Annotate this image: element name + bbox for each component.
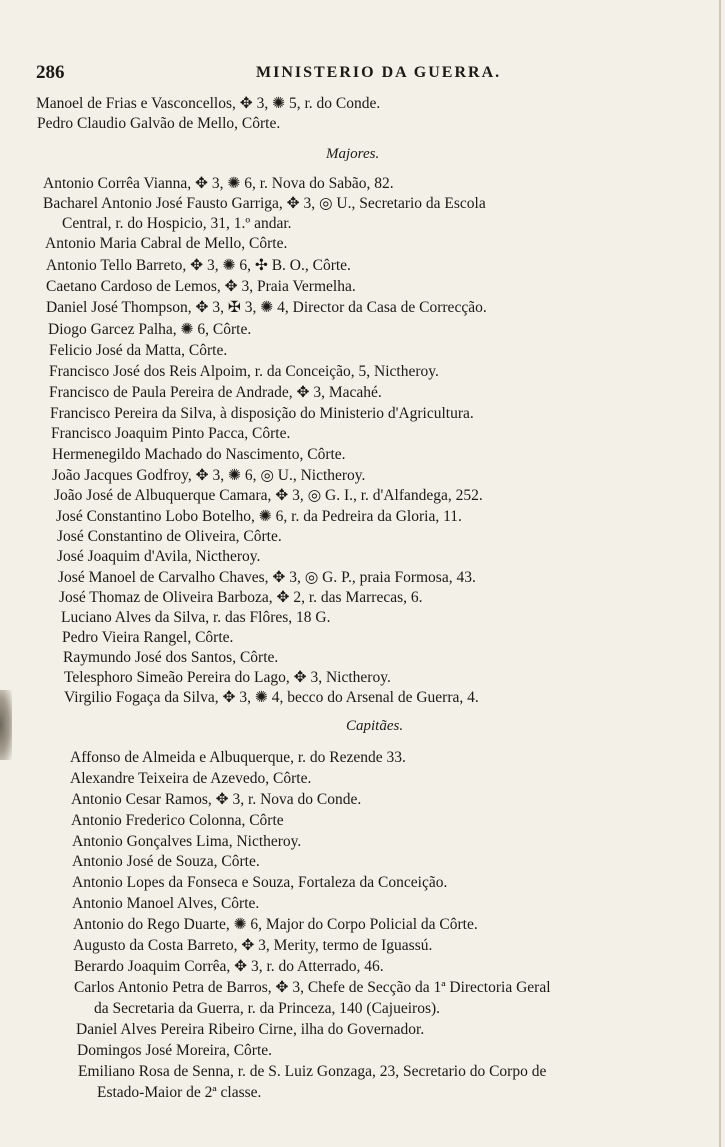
entry-line: José Manoel de Carvalho Chaves, ✥ 3, ◎ G. P., praia Formosa, 43. bbox=[58, 569, 476, 586]
entry-line: Hermenegildo Machado do Nascimento, Côrte. bbox=[52, 446, 346, 463]
entry-line: José Thomaz de Oliveira Barboza, ✥ 2, r. das Marrecas, 6. bbox=[59, 589, 423, 606]
entry-line: Estado-Maior de 2ª classe. bbox=[97, 1084, 262, 1101]
entry-line: Luciano Alves da Silva, r. das Flôres, 18 G. bbox=[61, 609, 331, 626]
entry-line: Daniel Alves Pereira Ribeiro Cirne, ilha do Governador. bbox=[76, 1021, 425, 1038]
entry-line: Caetano Cardoso de Lemos, ✥ 3, Praia Vermelha. bbox=[46, 278, 356, 295]
entry-line: Daniel José Thompson, ✥ 3, ✠ 3, ✺ 4, Director da Casa de Correcção. bbox=[46, 299, 487, 316]
entry-line: José Joaquim d'Avila, Nictheroy. bbox=[57, 548, 261, 565]
entry-line: Francisco Pereira da Silva, à disposição do Ministerio d'Agricultura. bbox=[50, 405, 474, 422]
entry-line: Antonio José de Souza, Côrte. bbox=[72, 853, 260, 870]
entry-line: Augusto da Costa Barreto, ✥ 3, Merity, termo de Iguassú. bbox=[73, 937, 433, 954]
section-title-majores: Majores. bbox=[326, 146, 380, 162]
entry-line: Central, r. do Hospicio, 31, 1.º andar. bbox=[62, 215, 292, 232]
page-header bbox=[36, 62, 696, 86]
entry-line: Antonio Cesar Ramos, ✥ 3, r. Nova do Conde. bbox=[71, 791, 362, 808]
entry-line: Domingos José Moreira, Côrte. bbox=[77, 1042, 273, 1059]
entry-line: Antonio Manoel Alves, Côrte. bbox=[72, 895, 260, 912]
page-edge bbox=[719, 0, 721, 1147]
entry-line: Francisco José dos Reis Alpoim, r. da Conceição, 5, Nictheroy. bbox=[49, 363, 439, 380]
entry-line: Telesphoro Simeão Pereira do Lago, ✥ 3, Nictheroy. bbox=[64, 669, 391, 686]
entry-line: José Constantino de Oliveira, Côrte. bbox=[57, 528, 282, 545]
entry-line: Diogo Garcez Palha, ✺ 6, Côrte. bbox=[48, 321, 252, 338]
entry-line: Raymundo José dos Santos, Côrte. bbox=[63, 649, 279, 666]
entry-line: Pedro Claudio Galvão de Mello, Côrte. bbox=[37, 115, 281, 132]
entry-line: Antonio Lopes da Fonseca e Souza, Fortaleza da Conceição. bbox=[72, 874, 448, 891]
entry-line: Pedro Vieira Rangel, Côrte. bbox=[62, 629, 234, 646]
entry-line: Affonso de Almeida e Albuquerque, r. do Rezende 33. bbox=[70, 749, 406, 766]
entry-line: Bacharel Antonio José Fausto Garriga, ✥ 3, ◎ U., Secretario da Escola bbox=[43, 195, 486, 212]
entry-line: Felicio José da Matta, Côrte. bbox=[49, 342, 228, 359]
entry-line: Virgilio Fogaça da Silva, ✥ 3, ✺ 4, becco do Arsenal de Guerra, 4. bbox=[64, 689, 479, 706]
entry-line: João José de Albuquerque Camara, ✥ 3, ◎ G. I., r. d'Alfandega, 252. bbox=[54, 487, 483, 504]
entry-line: João Jacques Godfroy, ✥ 3, ✺ 6, ◎ U., Nictheroy. bbox=[52, 467, 366, 484]
entry-line: Alexandre Teixeira de Azevedo, Côrte. bbox=[70, 770, 312, 787]
entry-line: da Secretaria da Guerra, r. da Princeza, 140 (Cajueiros). bbox=[94, 1000, 441, 1017]
entry-line: Francisco de Paula Pereira de Andrade, ✥ 3, Macahé. bbox=[49, 384, 382, 401]
page-number: 286 bbox=[36, 62, 65, 83]
entry-line: Antonio Gonçalves Lima, Nictheroy. bbox=[72, 833, 302, 850]
entry-line: Berardo Joaquim Corrêa, ✥ 3, r. do Atterrado, 46. bbox=[74, 958, 384, 975]
section-title-capitaes: Capitães. bbox=[346, 718, 404, 734]
entry-line: Antonio Corrêa Vianna, ✥ 3, ✺ 6, r. Nova do Sabão, 82. bbox=[43, 175, 394, 192]
entry-line: Antonio Maria Cabral de Mello, Côrte. bbox=[45, 235, 288, 252]
entry-line: Francisco Joaquim Pinto Pacca, Côrte. bbox=[51, 425, 291, 442]
entry-line: Antonio do Rego Duarte, ✺ 6, Major do Corpo Policial da Côrte. bbox=[73, 916, 478, 933]
entry-line: Antonio Frederico Colonna, Côrte bbox=[71, 812, 284, 829]
entry-line: Antonio Tello Barreto, ✥ 3, ✺ 6, ✣ B. O., Côrte. bbox=[46, 257, 351, 274]
ink-blot bbox=[0, 690, 12, 760]
entry-line: Manoel de Frias e Vasconcellos, ✥ 3, ✺ 5, r. do Conde. bbox=[36, 95, 381, 112]
entry-line: Emiliano Rosa de Senna, r. de S. Luiz Gonzaga, 23, Secretario do Corpo de bbox=[78, 1063, 547, 1080]
entry-line: Carlos Antonio Petra de Barros, ✥ 3, Chefe de Secção da 1ª Directoria Geral bbox=[74, 979, 551, 996]
entry-line: José Constantino Lobo Botelho, ✺ 6, r. da Pedreira da Gloria, 11. bbox=[56, 508, 462, 525]
running-title: MINISTERIO DA GUERRA. bbox=[256, 64, 502, 81]
